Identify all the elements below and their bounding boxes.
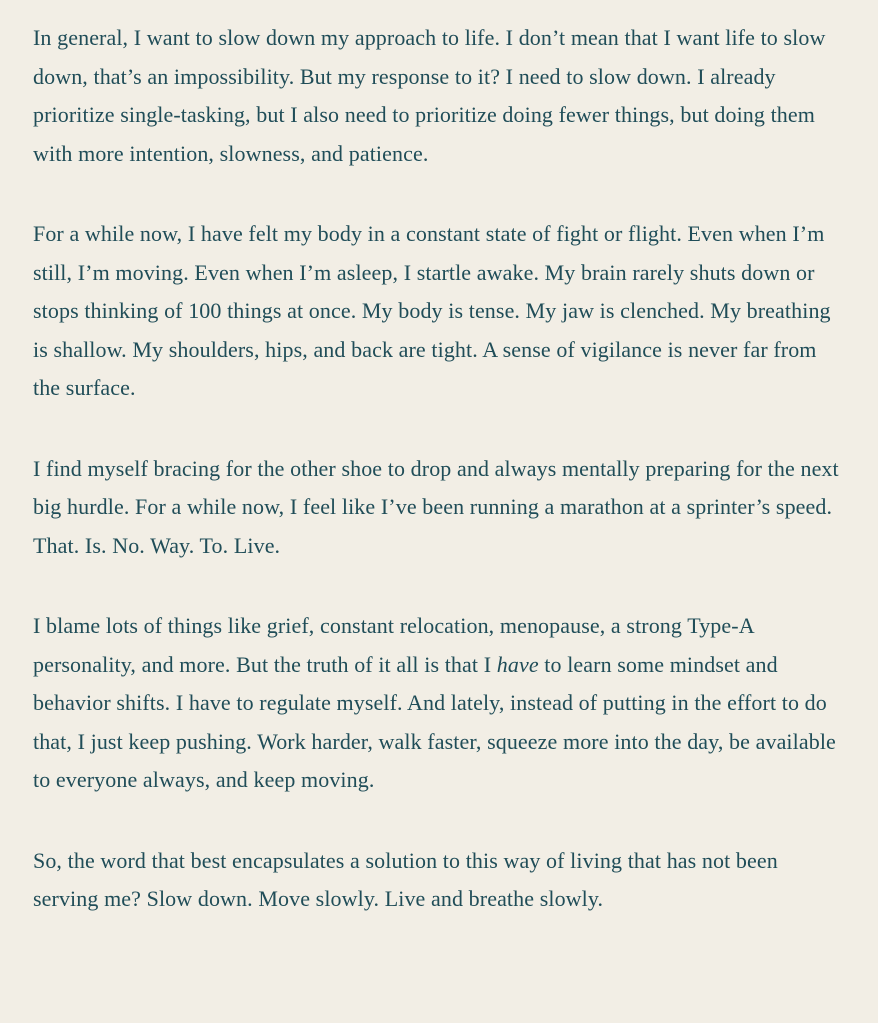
paragraph-4-italic-word: have: [496, 651, 539, 677]
paragraph-2: For a while now, I have felt my body in a constant state of fight or flight. Even when I’m still, I’m moving. Even when I’m asleep, I startle awake. My brain rarely shuts down or stops thinking of 100 things at once. My body is tense. My jaw is clenched. My breathing is shallow. My shoulders, hips, and back are tight. A sense of vigilance is never far from the surface.: [33, 221, 831, 400]
paragraph-5: So, the word that best encapsulates a solution to this way of living that has not been serving me? Slow down. Move slowly. Live and breathe slowly.: [33, 847, 778, 911]
paragraph-1: In general, I want to slow down my approach to life. I don’t mean that I want life to slow down, that’s an impossibility. But my response to it? I need to slow down. I already prioritize single-tasking, but I also need to prioritize doing fewer things, but doing them with more intention, slowness, and patience.: [33, 25, 826, 166]
paragraph-4: [33, 607, 846, 800]
article-body: [33, 19, 846, 919]
paragraph-4-text-after: to learn some mindset and behavior shifts. I have to regulate myself. And lately, instead of putting in the effort to do that, I just keep pushing. Work harder, walk faster, squeeze more into the day, be available to everyone always, and keep moving.: [33, 651, 836, 792]
paragraph-4-text-before: I blame lots of things like grief, constant relocation, menopause, a strong Type-A personality, and more. But the truth of it all is that I: [33, 613, 754, 677]
paragraph-3: I find myself bracing for the other shoe to drop and always mentally preparing for the next big hurdle. For a while now, I feel like I’ve been running a marathon at a sprinter’s speed. That. Is. No. Way. To. Live.: [33, 455, 839, 558]
